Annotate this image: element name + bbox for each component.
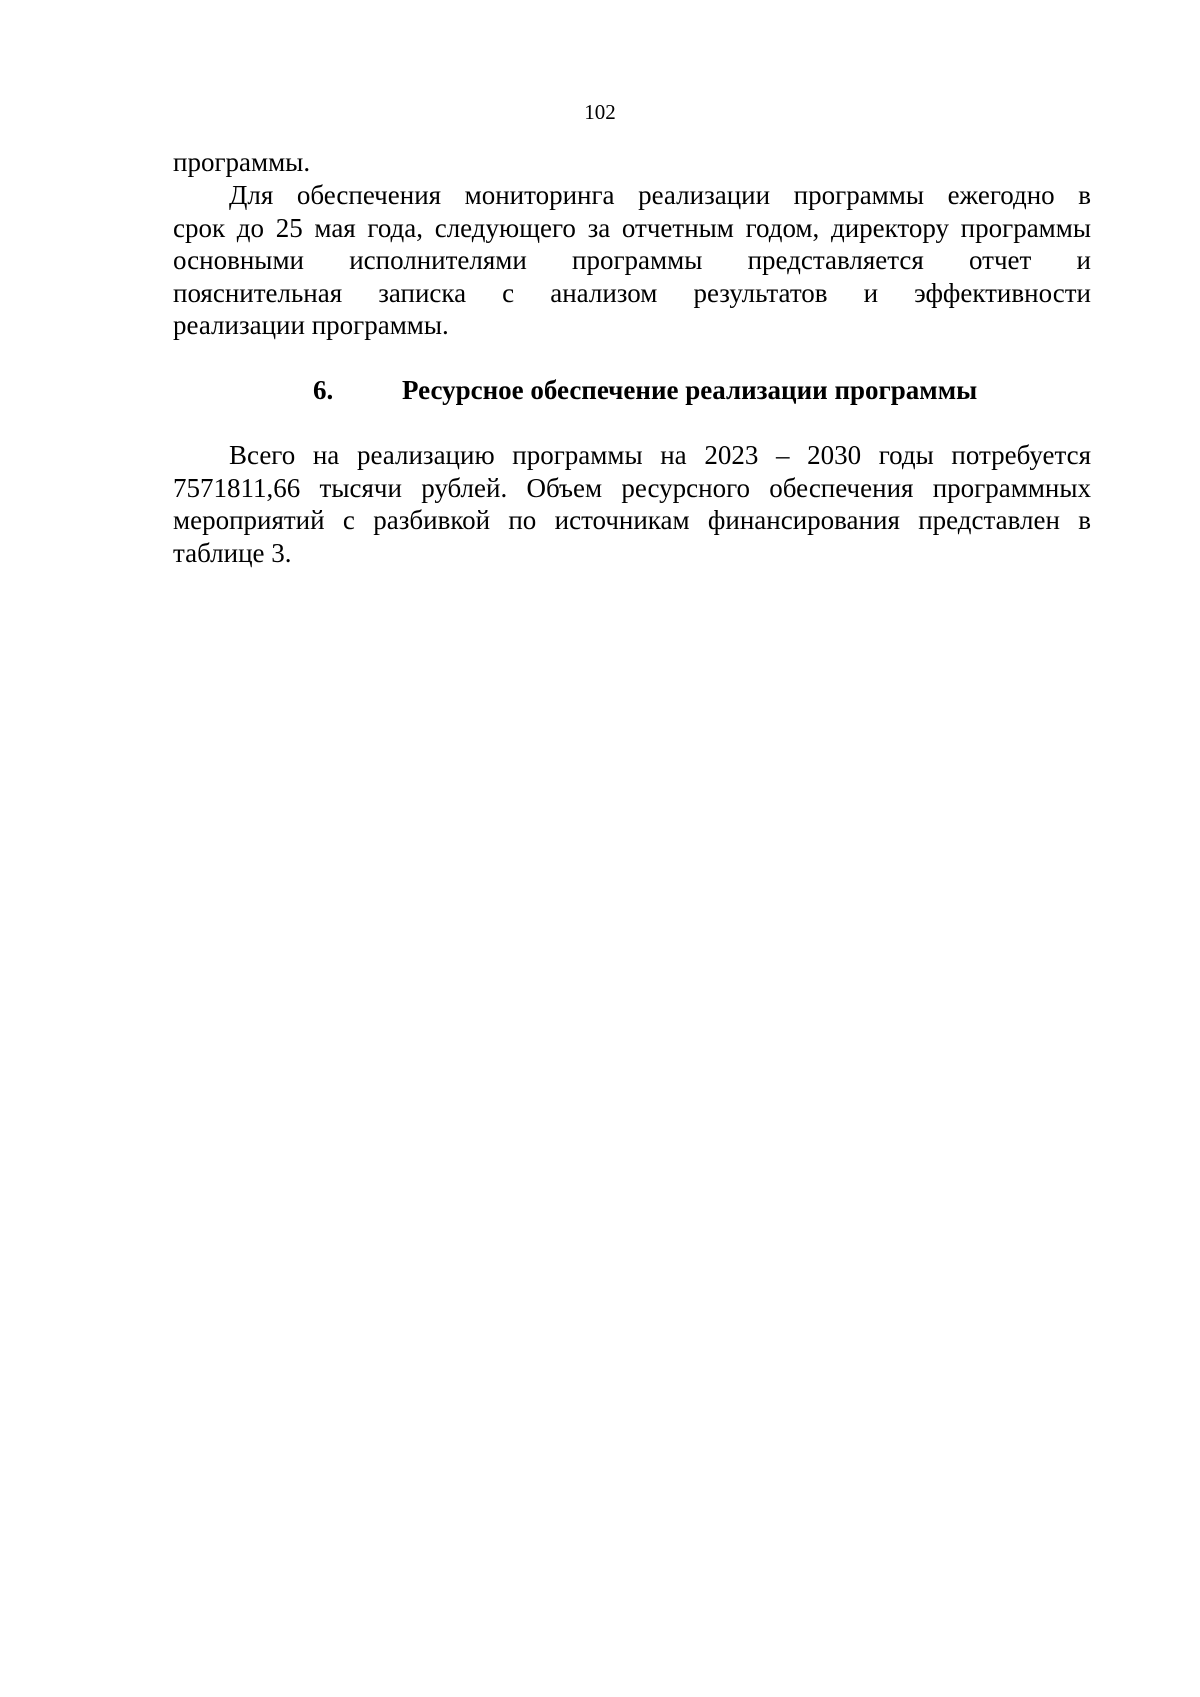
paragraph-line: пояснительная записка с анализом результатов и эффективности: [173, 277, 1091, 308]
paragraph-line: таблице 3.: [173, 537, 292, 568]
paragraph-line: программы.: [173, 147, 311, 177]
paragraph-line: реализации программы.: [173, 310, 449, 340]
paragraph-line: Для обеспечения мониторинга реализации программы ежегодно в: [229, 180, 1091, 210]
paragraph-resources: [173, 439, 1091, 569]
paragraph-line: Всего на реализацию программы на 2023 – 2030 годы потребуется: [229, 440, 1091, 470]
paragraph-line: срок до 25 мая года, следующего за отчетным годом, директору программы: [173, 212, 1091, 243]
paragraph-continuation: [173, 146, 1091, 179]
page-number: 102: [584, 100, 616, 124]
paragraph-line: 7571811,66 тысячи рублей. Объем ресурсного обеспечения программных: [173, 472, 1091, 503]
paragraph-line: основными исполнителями программы представляется отчет и: [173, 245, 1091, 275]
paragraph-line: мероприятий с разбивкой по источникам финансирования представлен в: [173, 505, 1091, 535]
section-title: Ресурсное обеспечение реализации программы: [402, 375, 978, 405]
paragraph-monitoring: [173, 179, 1091, 342]
section-number: 6.: [313, 375, 334, 405]
